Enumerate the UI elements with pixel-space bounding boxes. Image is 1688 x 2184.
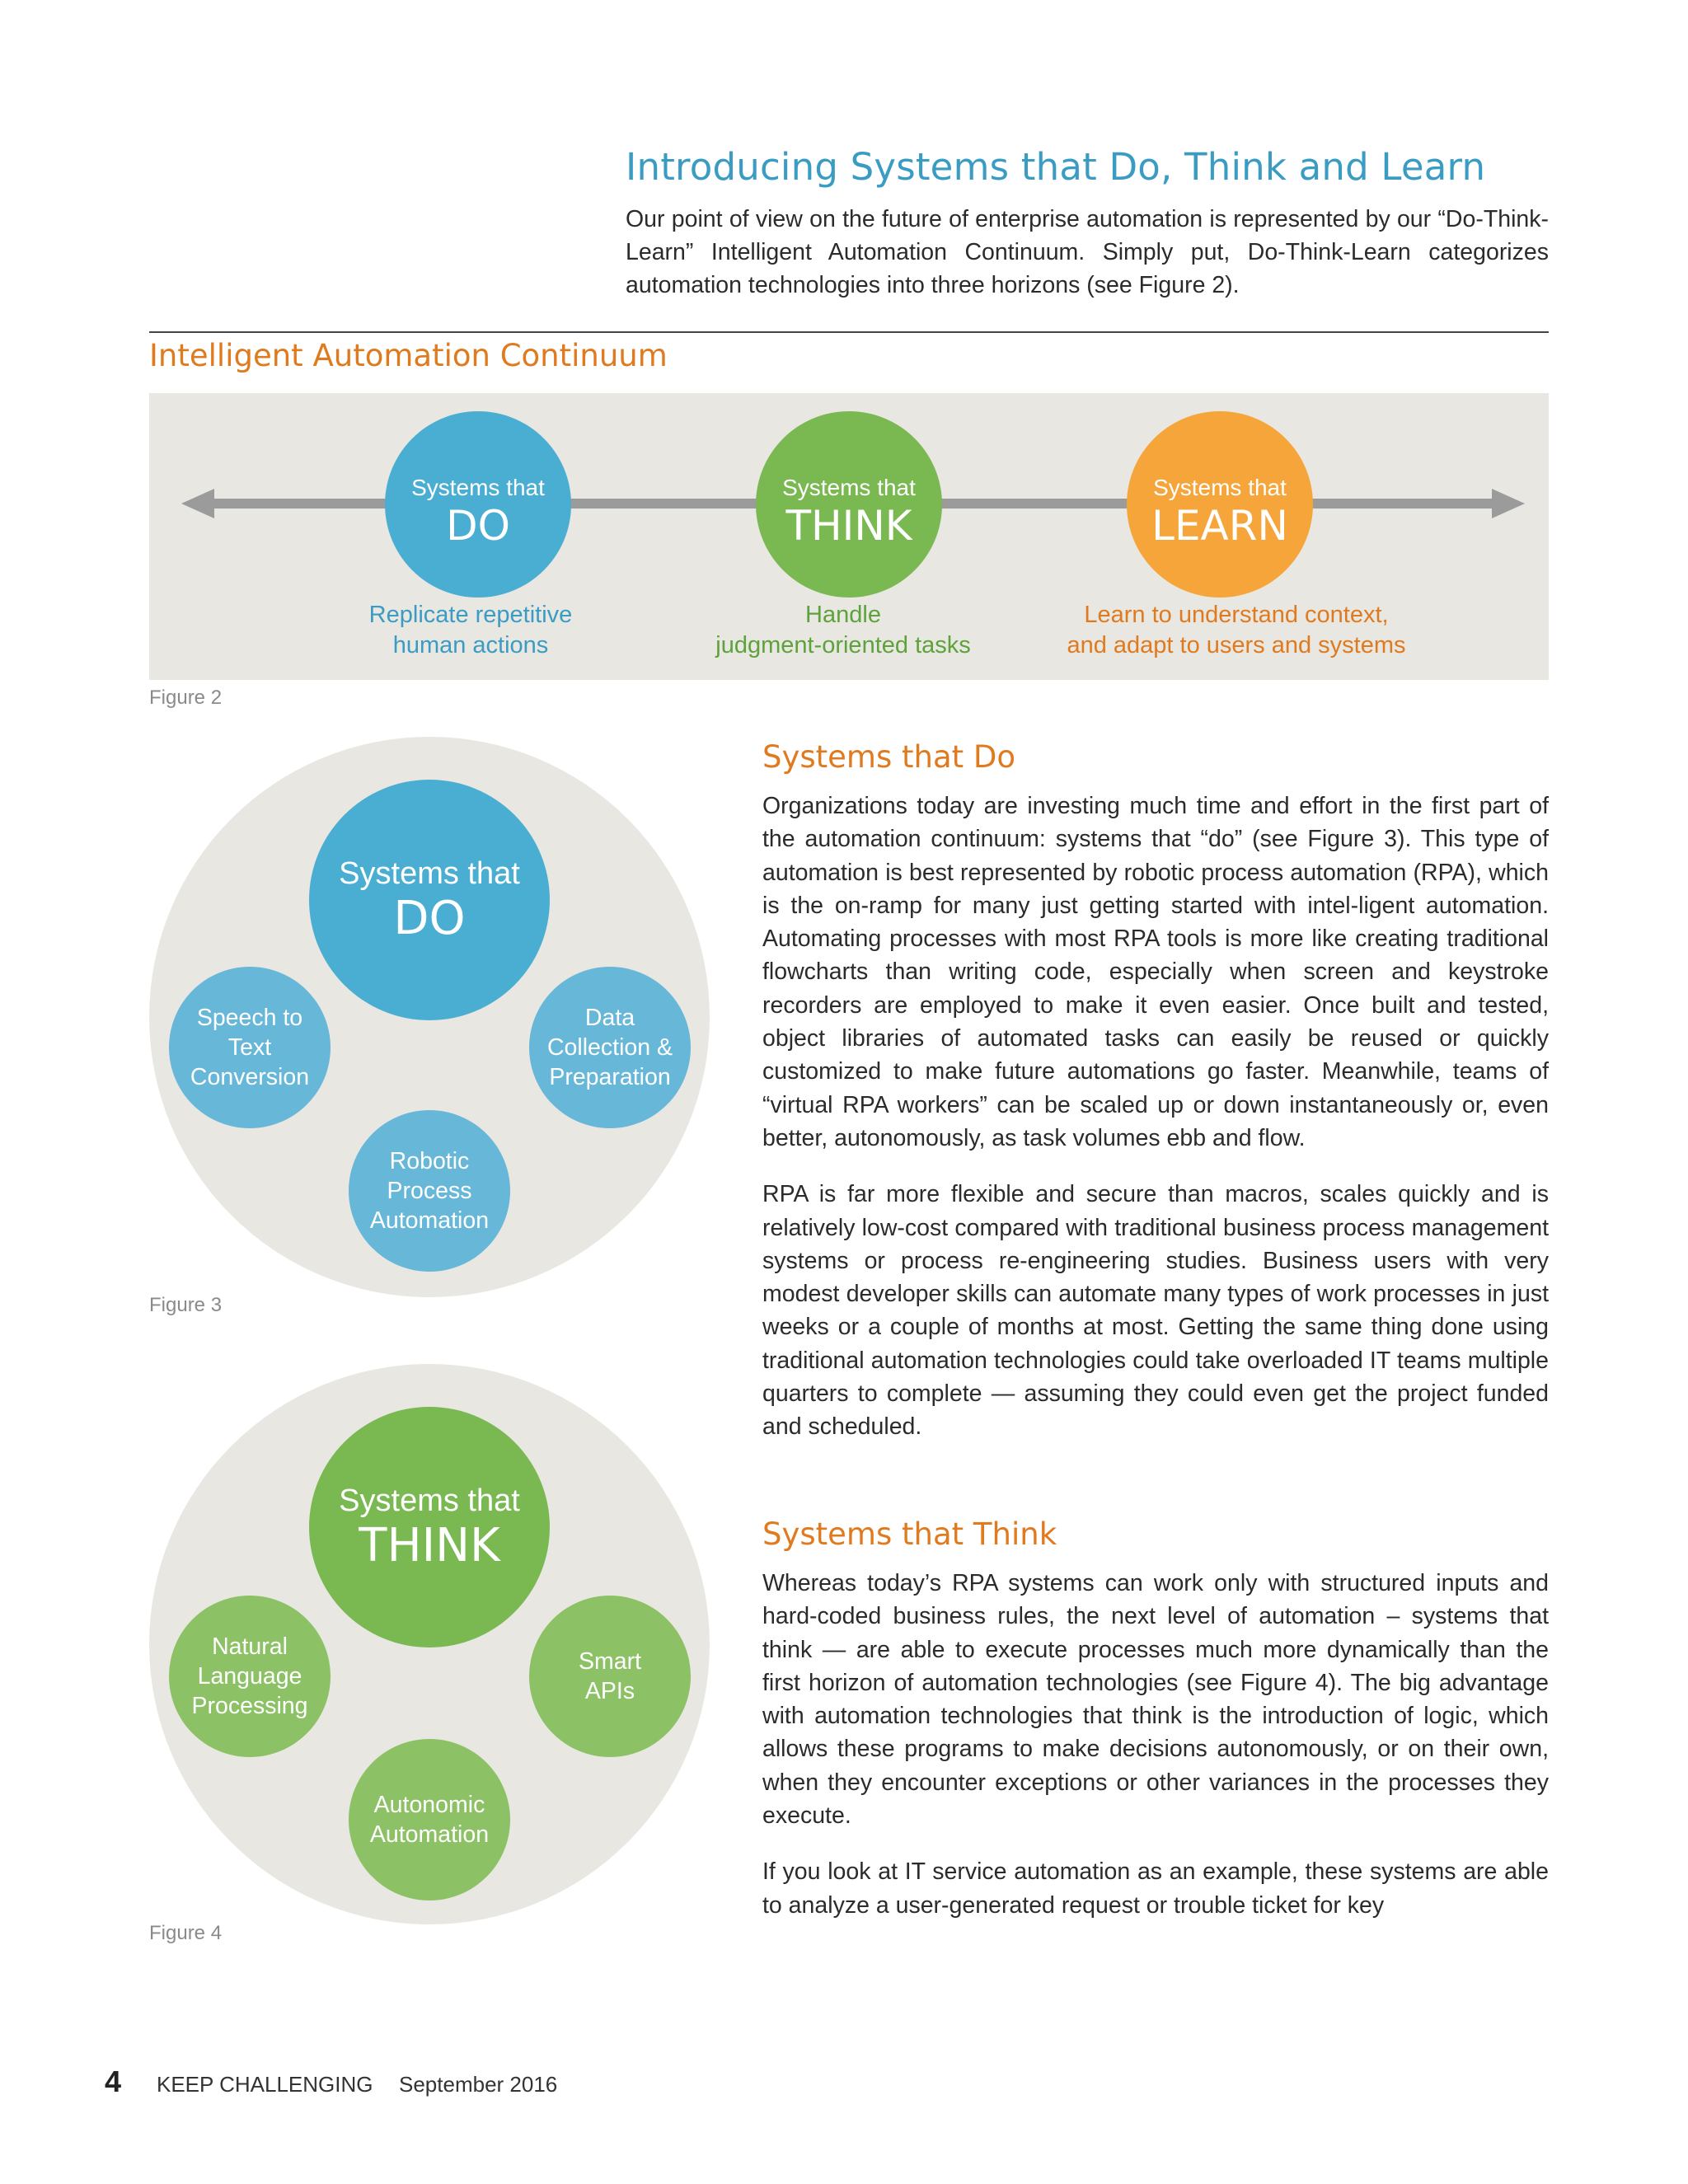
horizon-think-caption [645,600,1041,661]
systems-think-heading: Systems that Think [762,1516,1057,1552]
arrow-right-icon [1492,489,1525,518]
caption-line: Learn to understand context, [1084,602,1389,628]
horizon-do-circle [385,411,571,598]
circle-line: Preparation [549,1064,671,1090]
publication-name: KEEP CHALLENGING [157,2072,373,2097]
circle-line: Automation [369,1821,490,1848]
figure-3-label: Figure 3 [149,1294,223,1316]
circle-line: APIs [584,1678,635,1704]
circle-line: Text [227,1034,272,1061]
figure-3-main-label: DO [393,892,466,945]
figure-4-main-subtitle: Systems that [339,1483,520,1518]
paragraph: Whereas today’s RPA systems can work only with structured inputs and hard-coded business rules, the next level of automation – systems that think — are able to execute processes much more dynamically than the first horizon of automation technologies (see Figure 4). The big advantage with automation technologies that think is the introduction of logic, which allows these programs to make decisions autonomously, or on their own, when they encounter exceptions or other variances in the processes they execute. [762,1570,1549,1830]
arrow-left-icon [181,489,214,518]
horizon-do-label: DO [446,502,510,550]
horizon-learn-label: LEARN [1151,502,1288,550]
page-number: 4 [105,2064,122,2098]
circle-line: Conversion [190,1064,310,1090]
circle-line: Speech to [196,1005,303,1031]
paragraph: Organizations today are investing much time and effort in the first part of the automation continuum: systems that “do” (see Figure 3). This type of automation is best represented by robotic process automation (RPA), which is the on-ramp for many just getting started with intel-ligent automation. Automating processes with most RPA tools is more like creating traditional flowcharts than writing code, especially when screen and keystroke recorders are employed to make it even easier. Once built and tested, object libraries of automated tasks can easily be reused or quickly customized to make future automations go faster. Meanwhile, teams of “virtual RPA workers” can be scaled up or down instantaneously or, even better, autonomously, as task volumes ebb and flow. [762,793,1549,1151]
horizon-think-subtitle: Systems that [782,475,916,500]
intro-paragraph: Our point of view on the future of enterprise automation is represented by our “Do-Think-Learn” Intelligent Automation Continuum. Simply put, Do-Think-Learn categorizes automation technologies into three horizons (see Figure 2). [626,206,1549,298]
horizon-think-label: THINK [785,502,912,550]
circle-line: Collection & [546,1034,673,1061]
circle-line: Processing [191,1693,308,1719]
caption-line: Replicate repetitive [368,602,573,628]
horizon-learn-subtitle: Systems that [1153,475,1287,500]
circle-line: Natural [212,1633,288,1660]
circle-line: Smart [578,1648,641,1675]
horizon-do-subtitle: Systems that [411,475,545,500]
figure-3-speech-circle [169,967,331,1128]
figure-4-label: Figure 4 [149,1922,223,1944]
figure-3-data-circle [529,967,691,1128]
figure-3-main-circle [309,780,550,1020]
horizon-think-circle [756,411,942,598]
circle-line: Process [387,1178,472,1204]
figure-4-main-circle [309,1407,550,1647]
circle-line: Automation [369,1207,490,1234]
section-divider [149,331,1549,333]
caption-line: Handle [805,602,881,628]
circle-line: Language [197,1663,302,1690]
horizon-learn-caption [1039,600,1434,661]
caption-line: and adapt to users and systems [1067,632,1406,658]
paragraph: If you look at IT service automation as an example, these systems are able to analyze a user-generated request or trouble ticket for key [762,1858,1549,1919]
caption-line: judgment-oriented tasks [715,632,971,658]
horizon-learn-circle [1127,411,1313,598]
figure-4-nlp-circle [169,1596,331,1757]
systems-think-body [762,1567,1549,1945]
figure-4-main-label: THINK [359,1519,500,1572]
page-title: Introducing Systems that Do, Think and Learn [626,145,1486,189]
paragraph: RPA is far more flexible and secure than macros, scales quickly and is relatively low-cost compared with traditional business process management systems or process re-engineering studies. Business users with very modest developer skills can automate many types of work processes in just weeks or a couple of months at most. Getting the same thing done using traditional automation technologies could take overloaded IT teams multiple quarters to complete — assuming they could even get the project funded and scheduled. [762,1181,1549,1441]
caption-line: human actions [392,632,549,658]
systems-do-heading: Systems that Do [762,739,1016,775]
figure-4-api-circle [529,1596,691,1757]
circle-line: Data [584,1005,635,1031]
continuum-title: Intelligent Automation Continuum [149,338,668,373]
figure-2-label: Figure 2 [149,687,223,709]
figure-4-autonomic-circle [349,1739,510,1900]
circle-line: Autonomic [373,1792,485,1818]
figure-3-main-subtitle: Systems that [339,856,520,891]
horizon-do-caption [273,600,668,661]
circle-line: Robotic [389,1148,470,1174]
publication-date: September 2016 [399,2072,558,2097]
figure-3-rpa-circle [349,1110,510,1272]
systems-do-body [762,790,1549,1467]
